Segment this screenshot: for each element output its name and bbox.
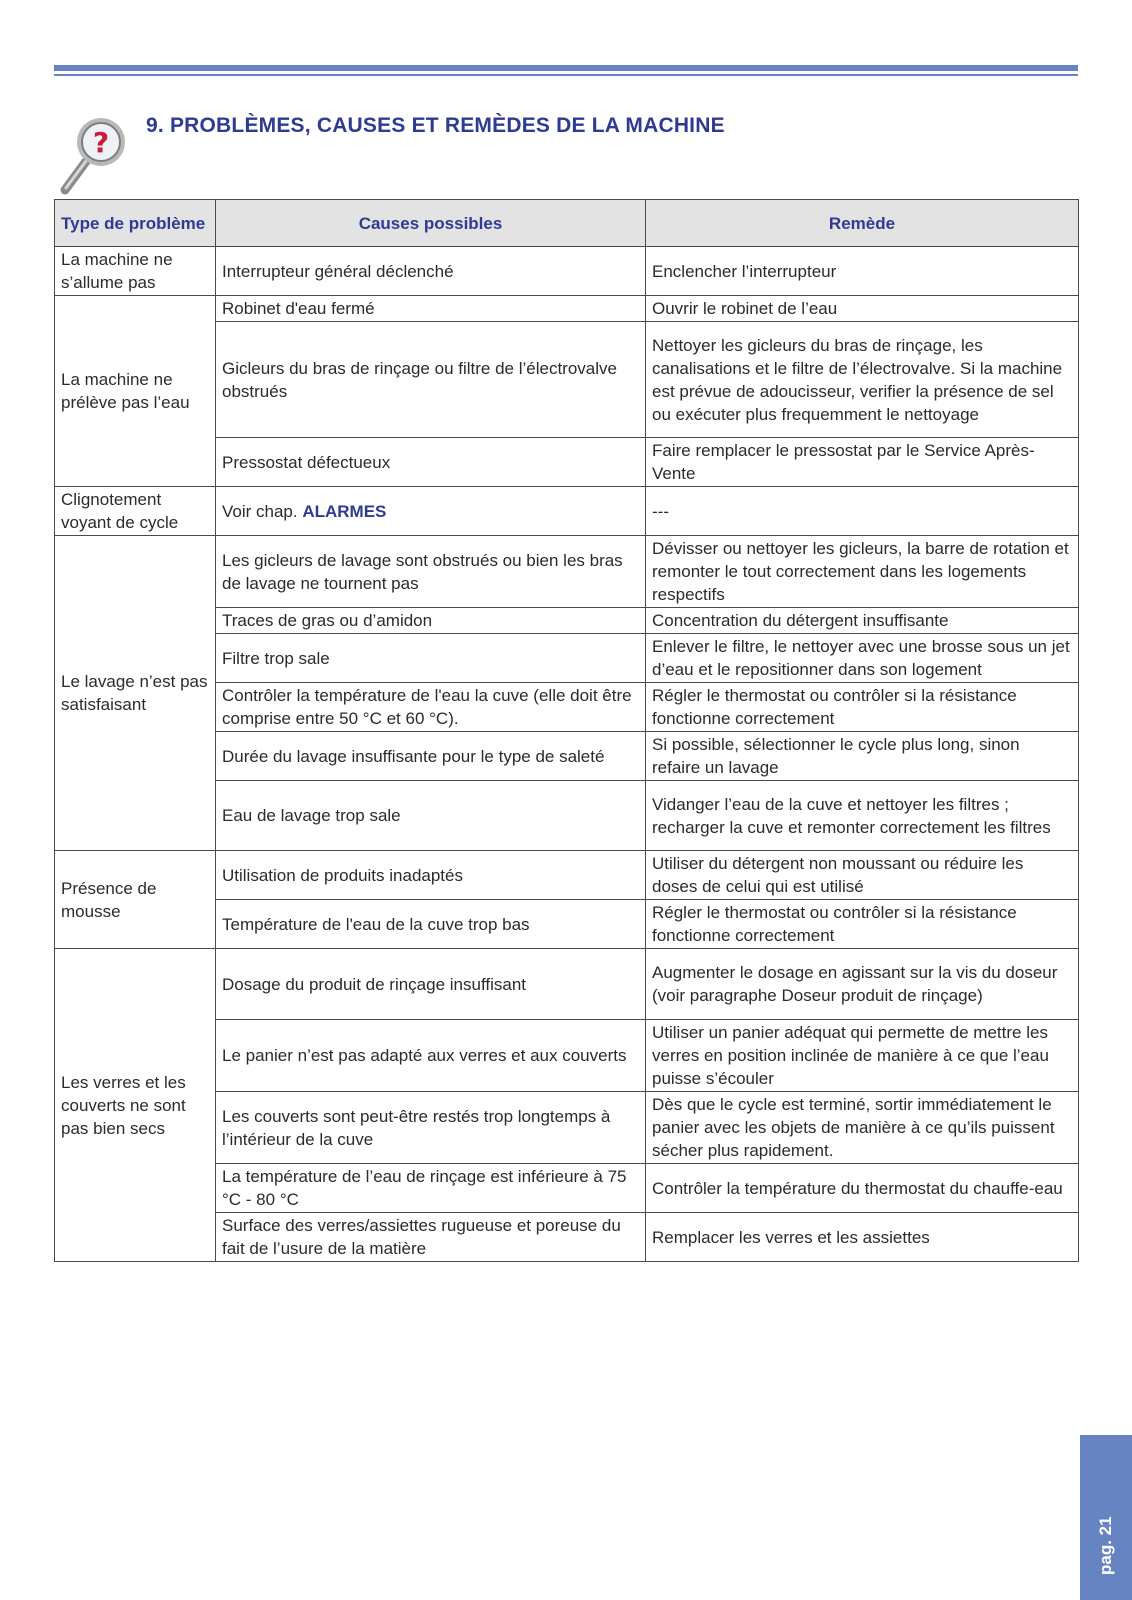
cause-cell bbox=[216, 487, 646, 536]
cause-prefix: Voir chap. bbox=[222, 501, 303, 521]
table-row bbox=[55, 851, 1079, 900]
cause-cell: Température de l'eau de la cuve trop bas bbox=[216, 900, 646, 949]
remedy-cell: Dès que le cycle est terminé, sortir immédiatement le panier avec les objets de manière à ce qu’ils puissent sécher plus rapidement. bbox=[646, 1092, 1079, 1164]
problem-cell: La machine ne prélève pas l’eau bbox=[55, 296, 216, 487]
svg-text:?: ? bbox=[92, 126, 110, 159]
remedy-cell: Vidanger l’eau de la cuve et nettoyer les filtres ; recharger la cuve et remonter correctement les filtres bbox=[646, 781, 1079, 851]
cause-cell: Pressostat défectueux bbox=[216, 438, 646, 487]
cause-cell: Dosage du produit de rinçage insuffisant bbox=[216, 949, 646, 1020]
problem-cell: Les verres et les couverts ne sont pas bien secs bbox=[55, 949, 216, 1262]
remedy-cell: Ouvrir le robinet de l’eau bbox=[646, 296, 1079, 322]
remedy-cell: Nettoyer les gicleurs du bras de rinçage, les canalisations et le filtre de l’électrovalve. Si la machine est prévue de adoucisseur, verifier la présence de sel ou exécuter plus frequemment le nettoyage bbox=[646, 322, 1079, 438]
table-row bbox=[55, 296, 1079, 322]
cause-cell: Gicleurs du bras de rinçage ou filtre de l’électrovalve obstrués bbox=[216, 322, 646, 438]
table-header-row bbox=[55, 200, 1079, 247]
cause-cell: Interrupteur général déclenché bbox=[216, 247, 646, 296]
cause-cell: Traces de gras ou d’amidon bbox=[216, 608, 646, 634]
cause-cell: Les couverts sont peut-être restés trop longtemps à l’intérieur de la cuve bbox=[216, 1092, 646, 1164]
remedy-cell: Utiliser un panier adéquat qui permette de mettre les verres en position inclinée de manière à ce que l’eau puisse s’écouler bbox=[646, 1020, 1079, 1092]
cause-cell: Surface des verres/assiettes rugueuse et poreuse du fait de l’usure de la matière bbox=[216, 1213, 646, 1262]
remedy-cell: --- bbox=[646, 487, 1079, 536]
remedy-cell: Régler le thermostat ou contrôler si la résistance fonctionne correctement bbox=[646, 683, 1079, 732]
table-row bbox=[55, 536, 1079, 608]
table-row bbox=[55, 949, 1079, 1020]
problem-cell: Le lavage n’est pas satisfaisant bbox=[55, 536, 216, 851]
cause-cell: Utilisation de produits inadaptés bbox=[216, 851, 646, 900]
remedy-cell: Contrôler la température du thermostat du chauffe-eau bbox=[646, 1164, 1079, 1213]
cause-cell: Filtre trop sale bbox=[216, 634, 646, 683]
table-row bbox=[55, 247, 1079, 296]
cause-cell: Contrôler la température de l'eau la cuve (elle doit être comprise entre 50 °C et 60 °C). bbox=[216, 683, 646, 732]
header-remedy: Remède bbox=[646, 200, 1079, 247]
remedy-cell: Régler le thermostat ou contrôler si la résistance fonctionne correctement bbox=[646, 900, 1079, 949]
cause-cell: La température de l’eau de rinçage est inférieure à 75 °C - 80 °C bbox=[216, 1164, 646, 1213]
header-rule-thin bbox=[54, 74, 1078, 76]
problem-cell: Présence de mousse bbox=[55, 851, 216, 949]
remedy-cell: Utiliser du détergent non moussant ou réduire les doses de celui qui est utilisé bbox=[646, 851, 1079, 900]
cause-cell: Eau de lavage trop sale bbox=[216, 781, 646, 851]
troubleshooting-table bbox=[54, 199, 1079, 1262]
problem-cell: Clignotement voyant de cycle bbox=[55, 487, 216, 536]
table-row bbox=[55, 487, 1079, 536]
header-rule bbox=[54, 65, 1078, 71]
remedy-cell: Si possible, sélectionner le cycle plus long, sinon refaire un lavage bbox=[646, 732, 1079, 781]
cause-cell: Les gicleurs de lavage sont obstrués ou bien les bras de lavage ne tournent pas bbox=[216, 536, 646, 608]
magnifier-question-icon bbox=[56, 112, 132, 196]
problem-cell: La machine ne s’allume pas bbox=[55, 247, 216, 296]
cause-cell: Le panier n’est pas adapté aux verres et aux couverts bbox=[216, 1020, 646, 1092]
remedy-cell: Faire remplacer le pressostat par le Service Après-Vente bbox=[646, 438, 1079, 487]
remedy-cell: Concentration du détergent insuffisante bbox=[646, 608, 1079, 634]
remedy-cell: Dévisser ou nettoyer les gicleurs, la barre de rotation et remonter le tout correctement dans les logements respectifs bbox=[646, 536, 1079, 608]
remedy-cell: Enlever le filtre, le nettoyer avec une brosse sous un jet d’eau et le repositionner dans son logement bbox=[646, 634, 1079, 683]
page-title: 9. PROBLÈMES, CAUSES ET REMÈDES DE LA MACHINE bbox=[146, 114, 725, 137]
alarmes-link[interactable]: ALARMES bbox=[302, 501, 387, 521]
header-possible-causes: Causes possibles bbox=[216, 200, 646, 247]
page-number: pag. 21 bbox=[1096, 1516, 1115, 1575]
cause-cell: Durée du lavage insuffisante pour le type de saleté bbox=[216, 732, 646, 781]
cause-cell: Robinet d'eau fermé bbox=[216, 296, 646, 322]
remedy-cell: Augmenter le dosage en agissant sur la vis du doseur (voir paragraphe Doseur produit de rinçage) bbox=[646, 949, 1079, 1020]
remedy-cell: Remplacer les verres et les assiettes bbox=[646, 1213, 1079, 1262]
remedy-cell: Enclencher l’interrupteur bbox=[646, 247, 1079, 296]
header-problem-type: Type de problème bbox=[55, 200, 216, 247]
